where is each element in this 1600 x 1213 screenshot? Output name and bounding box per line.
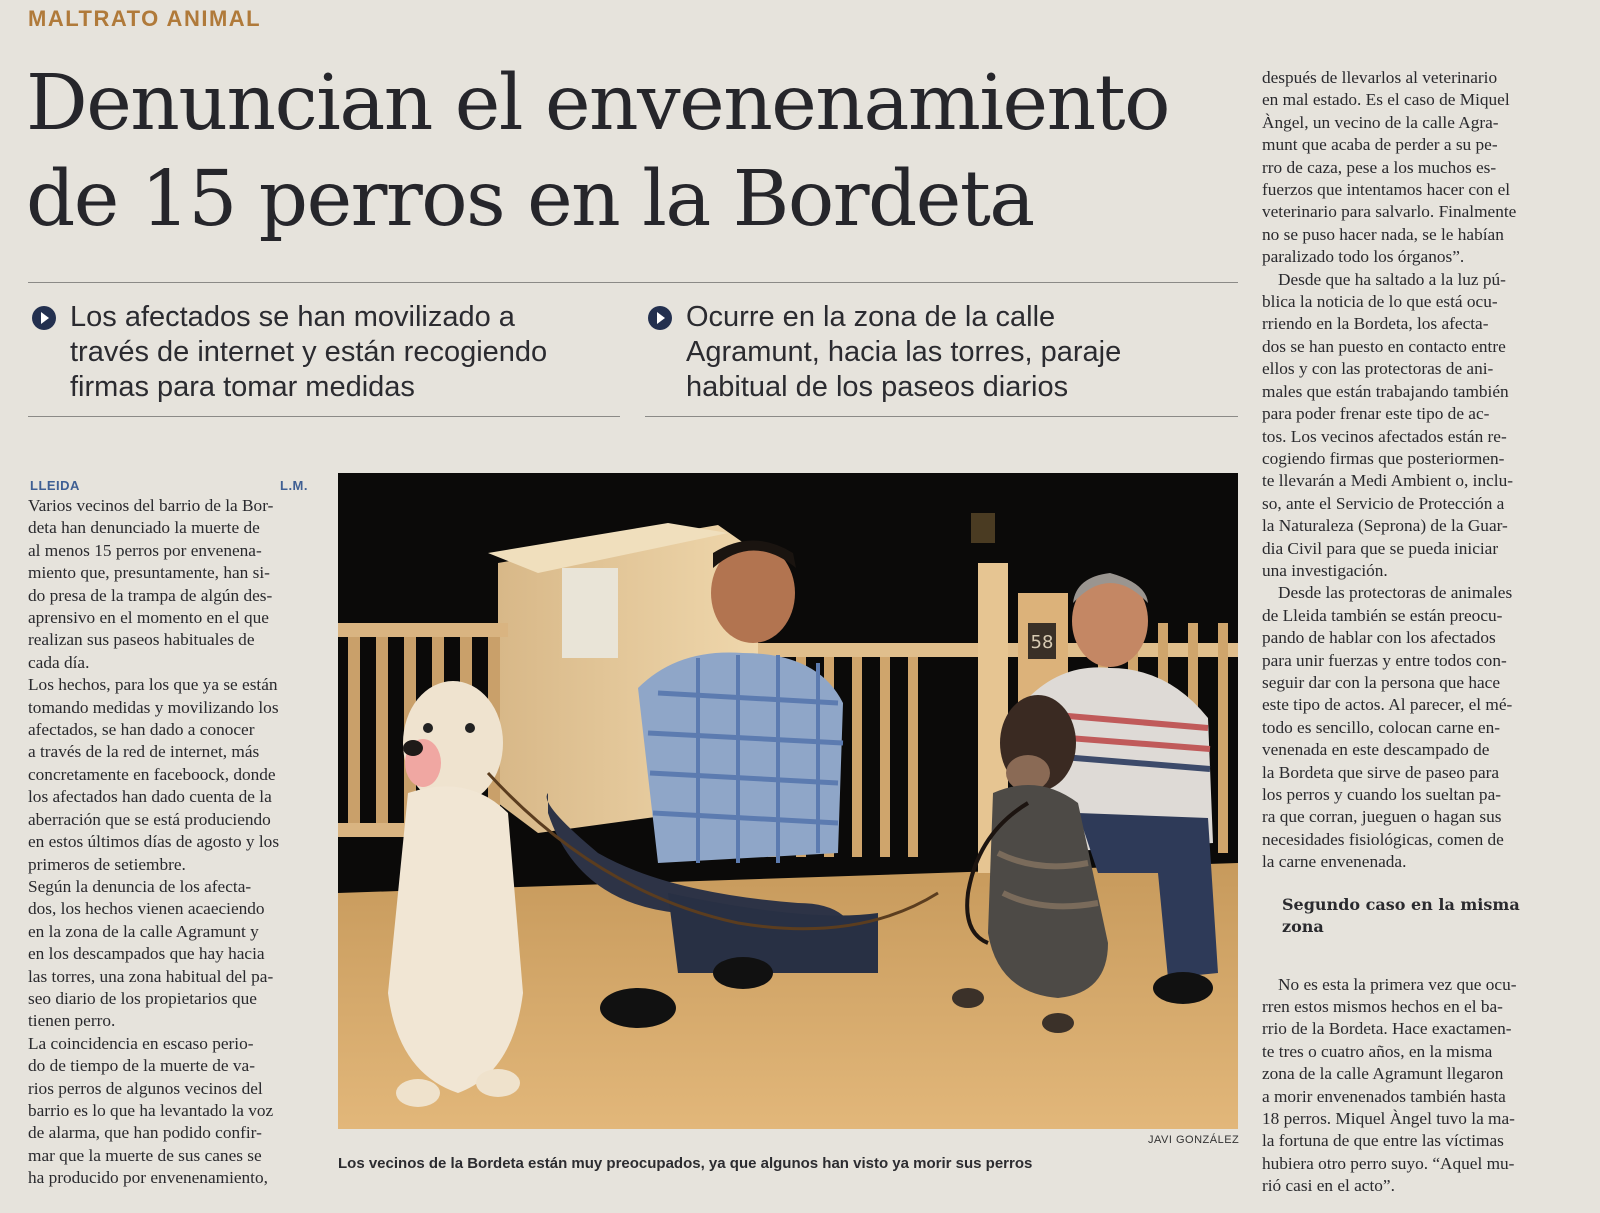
photo	[338, 473, 1238, 1129]
text-line: zona de la calle Agramunt llegaron	[1262, 1064, 1504, 1084]
bullet-1-text	[70, 300, 547, 405]
subhead-line: Segundo caso en la misma	[1282, 894, 1520, 914]
paragraph	[1262, 582, 1548, 873]
text-line: los perros y cuando los sueltan pa-	[1262, 785, 1502, 804]
text-line: dos se han puesto en contacto entre	[1262, 336, 1506, 356]
text-line: cogiendo firmas que posteriormen-	[1262, 448, 1505, 468]
text-line: afectados, se han dado a conocer	[28, 720, 255, 740]
text-line: te llevarán a Medi Ambient o, inclu-	[1262, 471, 1513, 491]
text-line: seo diario de los propietarios que	[28, 988, 257, 1008]
text-line: no se puso hacer nada, se le habían	[1262, 224, 1504, 244]
text-line: mar que la muerte de sus canes se	[28, 1145, 262, 1165]
text-line: aprensivo en el momento en el que	[28, 608, 269, 628]
bullet-1	[32, 300, 622, 410]
text-line: paralizado todo los órganos”.	[1262, 247, 1465, 267]
text-line: 18 perros. Miquel Àngel tuvo la ma-	[1262, 1109, 1515, 1129]
mailbox	[562, 568, 618, 658]
bullet-line: habitual de los paseos diarios	[686, 371, 1069, 403]
text-line: la fortuna de que entre las víctimas	[1262, 1131, 1504, 1151]
bullet-line: Ocurre en la zona de la calle	[686, 301, 1056, 333]
section-label: MALTRATO ANIMAL	[28, 6, 262, 31]
text-line: fuerzos que intentamos hacer con el	[1262, 180, 1511, 200]
text-line: rió casi en el acto”.	[1262, 1176, 1395, 1196]
text-line: primeros de setiembre.	[28, 854, 186, 874]
text-line: tos. Los vecinos afectados están re-	[1262, 426, 1507, 446]
bullet-line: través de internet y están recogiendo	[70, 336, 548, 368]
text-line: te tres o cuatro años, en la misma	[1262, 1041, 1493, 1061]
text-line: de alarma, que han podido confir-	[28, 1123, 262, 1143]
text-line: para unir fuerzas y entre todos con-	[1262, 650, 1507, 670]
photo-illustration	[338, 473, 1238, 1129]
text-line: en los descampados que hay hacia	[28, 944, 265, 964]
text-line: ha producido por envenenamiento,	[28, 1168, 268, 1188]
text-line: al menos 15 perros por envenena-	[28, 540, 262, 560]
text-line: No es esta la primera vez que ocu-	[1278, 974, 1517, 994]
text-line: rro de caza, pese a los muchos es-	[1262, 157, 1497, 177]
column-2-body-continued	[1262, 974, 1548, 1198]
text-line: de Lleida también se están preocu-	[1262, 605, 1503, 625]
text-line: munt que acaba de perder a su pe-	[1262, 135, 1498, 155]
text-line: la Bordeta que sirve de paseo para	[1262, 762, 1500, 782]
text-line: rios perros de algunos vecinos del	[28, 1078, 263, 1098]
photo-credit: JAVI GONZÁLEZ	[1148, 1134, 1240, 1146]
text-line: Desde las protectoras de animales	[1278, 583, 1513, 603]
text-line: los afectados han dado cuenta de la	[28, 787, 272, 807]
text-line: so, ante el Servicio de Protección a	[1262, 493, 1505, 513]
text-line: dos, los hechos vienen acaeciendo	[28, 899, 265, 919]
text-line: miento que, presuntamente, han si-	[28, 563, 270, 583]
text-line: a través de la red de internet, más	[28, 742, 260, 762]
text-line: do de tiempo de la muerte de va-	[28, 1056, 255, 1076]
play-arrow-icon	[32, 306, 56, 330]
article-column-1	[28, 495, 314, 1190]
text-line: necesidades fisiológicas, comen de	[1262, 829, 1504, 849]
bullet-line: Agramunt, hacia las torres, paraje	[686, 336, 1122, 368]
rule-bottom-left	[28, 416, 620, 417]
text-line: rrio de la Bordeta. Hace exactamen-	[1262, 1019, 1512, 1039]
headline-line-2: de 15 perros en la Bordeta	[26, 155, 1034, 244]
text-line: Varios vecinos del barrio de la Bor-	[28, 496, 274, 515]
play-arrow-icon	[648, 306, 672, 330]
text-line: veterinario para salvarlo. Finalmente	[1262, 202, 1517, 222]
headline	[26, 56, 1256, 248]
subhead	[1262, 894, 1548, 938]
paragraph	[28, 1033, 314, 1190]
text-line: Según la denuncia de los afecta-	[28, 876, 252, 896]
text-line: seguir dar con la persona que hace	[1262, 672, 1500, 692]
photo-caption: Los vecinos de la Bordeta están muy preocupados, ya que algunos han visto ya morir sus perros	[338, 1155, 1033, 1172]
text-line: do presa de la trampa de algún des-	[28, 585, 273, 605]
subhead-line: zona	[1282, 916, 1324, 936]
byline-author: L.M.	[280, 478, 308, 493]
paragraph	[1262, 67, 1548, 269]
text-line: las torres, una zona habitual del pa-	[28, 966, 274, 986]
text-line: concretamente en faceboock, donde	[28, 764, 276, 784]
text-line: en la zona de la calle Agramunt y	[28, 921, 259, 941]
text-line: Desde que ha saltado a la luz pú-	[1278, 269, 1506, 289]
text-line: después de llevarlos al veterinario	[1262, 68, 1498, 87]
text-line: ellos y con las protectoras de ani-	[1262, 359, 1494, 379]
text-line: males que están trabajando también	[1262, 381, 1509, 401]
bullet-line: Los afectados se han movilizado a	[70, 301, 515, 333]
text-line: barrio es lo que ha levantado la voz	[28, 1100, 274, 1120]
text-line: aberración que se está produciendo	[28, 809, 271, 829]
text-line: una investigación.	[1262, 560, 1388, 580]
paragraph	[28, 674, 314, 876]
text-line: la Naturaleza (Seprona) de la Guar-	[1262, 516, 1508, 536]
text-line: en mal estado. Es el caso de Miquel	[1262, 90, 1510, 110]
text-line: rriendo en la Bordeta, los afecta-	[1262, 314, 1489, 334]
rule-bottom-right	[645, 416, 1238, 417]
article-column-2	[1262, 67, 1548, 1198]
text-line: Los hechos, para los que ya se están	[28, 675, 278, 695]
house-number: 58	[1030, 632, 1054, 653]
text-line: La coincidencia en escaso perio-	[28, 1033, 254, 1053]
text-line: Àngel, un vecino de la calle Agra-	[1262, 112, 1499, 132]
text-line: para poder frenar este tipo de ac-	[1262, 404, 1490, 424]
text-line: rren estos mismos hechos en el ba-	[1262, 997, 1503, 1017]
text-line: blica la noticia de lo que está ocu-	[1262, 292, 1498, 312]
text-line: venenada en este descampado de	[1262, 740, 1490, 760]
paragraph	[1262, 974, 1548, 1198]
paragraph	[1262, 269, 1548, 583]
bullet-line: firmas para tomar medidas	[70, 371, 415, 403]
rule-top	[28, 282, 1238, 283]
text-line: realizan sus paseos habituales de	[28, 630, 255, 650]
text-line: en estos últimos días de agosto y los	[28, 832, 280, 852]
headline-line-1: Denuncian el envenenamiento	[26, 59, 1169, 148]
text-line: este tipo de actos. Al parecer, el mé-	[1262, 695, 1513, 715]
column-2-body	[1262, 67, 1548, 874]
text-line: ra que corran, jueguen o hagan sus	[1262, 807, 1502, 827]
text-line: tienen perro.	[28, 1011, 116, 1031]
text-line: dia Civil para que se pueda iniciar	[1262, 538, 1499, 558]
text-line: cada día.	[28, 652, 90, 672]
bullet-2	[648, 300, 1238, 410]
text-line: deta han denunciado la muerte de	[28, 518, 260, 538]
text-line: la carne envenenada.	[1262, 852, 1407, 872]
text-line: todo es sencillo, colocan carne en-	[1262, 717, 1500, 737]
paragraph	[28, 876, 314, 1033]
bullet-2-text	[686, 300, 1121, 405]
byline-place: LLEIDA	[30, 478, 80, 493]
text-line: tomando medidas y movilizando los	[28, 697, 279, 717]
text-line: a morir envenenados también hasta	[1262, 1086, 1506, 1106]
paragraph	[28, 495, 314, 674]
text-line: hubiera otro perro suyo. “Aquel mu-	[1262, 1153, 1515, 1173]
text-line: pando de hablar con los afectados	[1262, 628, 1496, 648]
